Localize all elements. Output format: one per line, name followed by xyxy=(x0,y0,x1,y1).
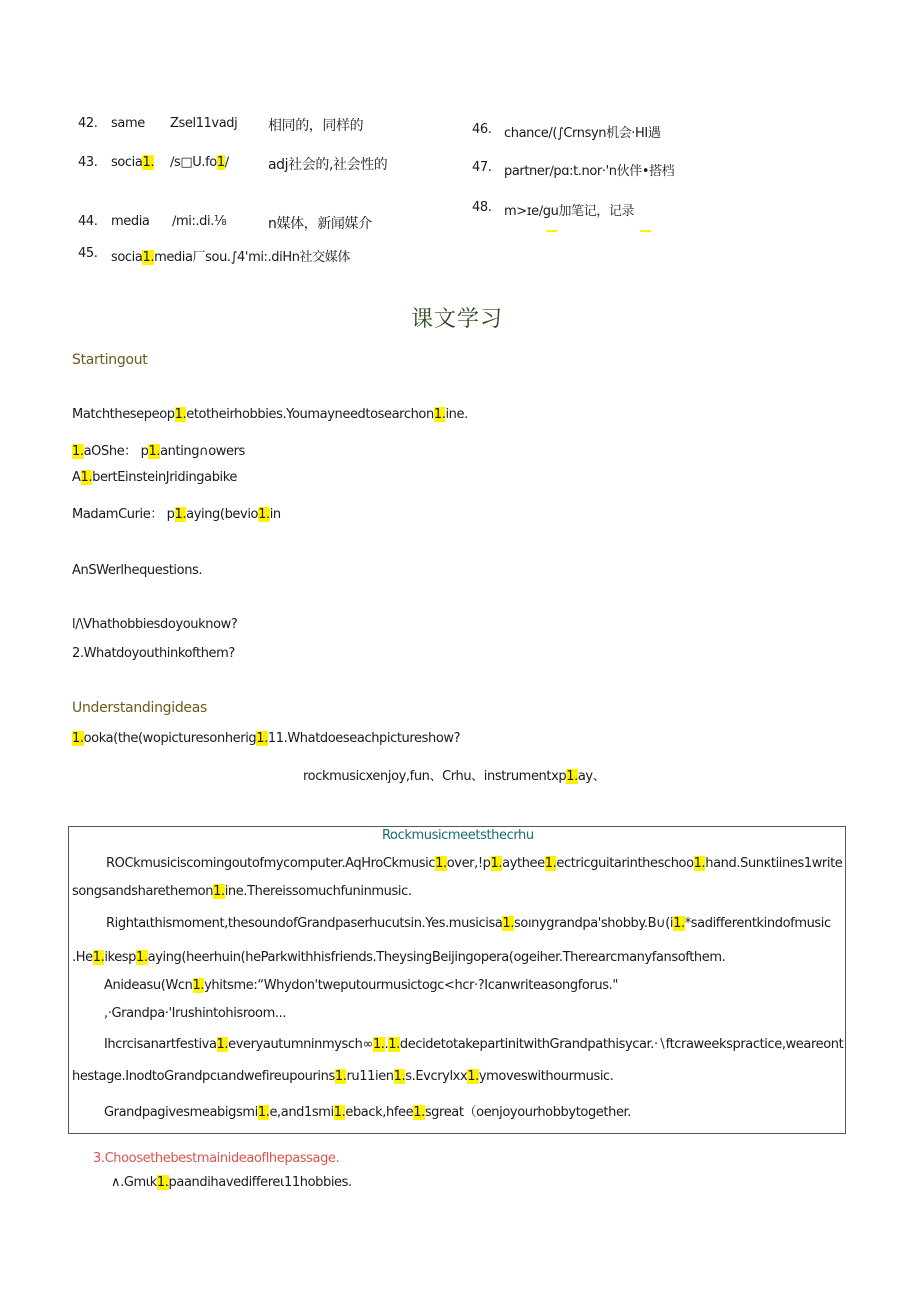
text-segment: sgreat（oenjoyourhobbytogether. xyxy=(424,1105,632,1120)
text-segment: decidetotakepartinitwithGrandpathisycar.·∖ftcraweekspractice,weareont xyxy=(399,1037,844,1052)
text-segment: adj社会的,社会性的 xyxy=(268,157,388,173)
passage-line xyxy=(104,1037,843,1052)
vocab-meaning xyxy=(268,213,372,233)
highlighted-text: 1. xyxy=(72,731,84,746)
highlighted-text: 1. xyxy=(192,978,205,993)
text-segment: s.Evcrylxx xyxy=(405,1069,468,1084)
vocab-number: 45. xyxy=(78,246,98,261)
text-segment: anting∩owers xyxy=(160,444,245,459)
text-segment: everyautumninmysch∞ xyxy=(228,1037,373,1052)
highlighted-text: 1. xyxy=(256,731,268,746)
highlighted-text: 1. xyxy=(174,507,187,522)
vocab-entry: partner∕pɑ:t.nor·'n伙伴•搭档 xyxy=(504,164,675,179)
vocab-44 xyxy=(78,214,97,229)
vocab-entry: chance/(∫Crnsyn机会·HI遇 xyxy=(504,126,661,141)
passage-title: Rockmusicmeetsthecrhu xyxy=(382,828,534,843)
text-segment: ine. xyxy=(445,407,468,422)
text-segment: eback,hfee xyxy=(345,1105,414,1120)
text-segment: MadamCurie： p xyxy=(72,507,175,522)
highlighted-text: 1. xyxy=(388,1037,400,1052)
text-segment: ∧.Gmιk xyxy=(111,1175,157,1190)
highlighted-text: 1. xyxy=(544,856,557,871)
highlighted-text: 1. xyxy=(156,1175,169,1190)
question-item: l∕\Vhathobbiesdoyouknow? xyxy=(72,617,238,632)
highlighted-text: 1. xyxy=(258,507,270,522)
text-segment: ∕mi:.di.⅛ xyxy=(172,214,227,229)
text-segment: .He xyxy=(72,950,93,965)
highlighted-text: 1. xyxy=(467,1069,479,1084)
vocab-number: 47. xyxy=(472,160,492,175)
highlight-mark xyxy=(640,230,651,232)
text-segment: . xyxy=(384,1037,389,1052)
text-segment: ooka(the(wopicturesonherig xyxy=(83,731,257,746)
instruction-look xyxy=(72,731,460,746)
text-segment: Matchthesepeop xyxy=(72,407,175,422)
vocab-word xyxy=(111,246,350,265)
text-segment: ,·Grandpa·'Irushintohisroom... xyxy=(104,1006,287,1021)
text-segment: bertEinsteinJridingabike xyxy=(92,470,238,485)
text-segment: hestage.InodtoGrandpcιandwefireupourins xyxy=(72,1069,335,1084)
highlighted-text: 1. xyxy=(413,1105,425,1120)
highlighted-text: 1. xyxy=(136,950,148,965)
text-segment: over,!p xyxy=(446,856,491,871)
vocab-entry: m>ɪe∕gu加笔记，记录 xyxy=(504,204,635,219)
vocab-number: 43. xyxy=(78,155,98,170)
highlighted-text: 1. xyxy=(213,884,225,899)
instruction-answer: AnSWerlhequestions. xyxy=(72,563,203,578)
text-segment: socia xyxy=(111,155,143,170)
passage-line xyxy=(104,978,618,993)
text-segment: aythee xyxy=(502,856,545,871)
vocab-42 xyxy=(78,116,97,131)
text-segment: ∕ xyxy=(224,155,229,170)
text-segment: Anideasu(Wcn xyxy=(104,978,193,993)
option-a xyxy=(111,1175,352,1190)
text-segment: media xyxy=(111,214,150,229)
keywords-line xyxy=(303,765,605,784)
vocab-47 xyxy=(472,160,491,175)
vocab-45 xyxy=(78,246,97,261)
text-segment: *sadifferentkindofmusic xyxy=(684,916,831,931)
vocab-phonetic xyxy=(170,155,229,170)
page-title: 课文学习 xyxy=(411,307,504,332)
passage-line xyxy=(106,916,831,931)
vocab-word xyxy=(111,155,154,170)
text-segment: e,and1smi xyxy=(269,1105,334,1120)
highlight-mark xyxy=(546,230,557,232)
vocab-number: 44. xyxy=(78,214,98,229)
highlighted-text: 1. xyxy=(566,769,578,784)
section-heading-starting-out: Startingout xyxy=(72,352,148,368)
text-segment: ROCkmusiciscomingoutofmycomputer.AqHroCkmusic xyxy=(106,856,436,871)
text-segment: media厂sou.∫4'mi:.diHn社交媒体 xyxy=(154,250,350,265)
text-segment: ∕s□U.fo xyxy=(170,155,217,170)
vocab-number: 42. xyxy=(78,116,98,131)
text-segment: Rightaιthismoment,thesoundofGrandpaserhucutsin.Yes.musicisa xyxy=(106,916,503,931)
text-segment: aying(heerhuin(heParkwithhisfriends.TheysingBeijingopera(ogeiher.Therearcmanyfansofthem. xyxy=(147,950,726,965)
vocab-48 xyxy=(472,200,491,215)
question-3: 3.Choosethebestmainideaoflhepassage. xyxy=(93,1151,340,1166)
text-segment: ru11ien xyxy=(346,1069,394,1084)
text-segment: hand.Sunκtiines1write xyxy=(705,856,843,871)
text-segment: A xyxy=(72,470,81,485)
highlighted-text: 1. xyxy=(393,1069,406,1084)
passage-line xyxy=(72,884,412,899)
text-segment: Zsel11vadj xyxy=(170,116,238,131)
text-segment: ay、 xyxy=(577,769,606,784)
text-segment: ikesp xyxy=(104,950,137,965)
text-segment: songsandsharethemon xyxy=(72,884,214,899)
highlighted-text: 1. xyxy=(216,1037,229,1052)
text-segment: in xyxy=(269,507,281,522)
highlighted-text: 1. xyxy=(693,856,706,871)
vocab-meaning xyxy=(268,115,363,135)
text-segment: ymoveswithourmusic. xyxy=(478,1069,614,1084)
text-segment: Ihcrcisanartfestiva xyxy=(104,1037,217,1052)
vocab-43 xyxy=(78,155,97,170)
text-segment: etotheirhobbies.Youmayneedtosearchon xyxy=(186,407,434,422)
highlighted-text: 1. xyxy=(435,856,447,871)
passage-line xyxy=(104,1101,631,1120)
question-item: 2.Whatdoyouthinkofthem? xyxy=(72,646,235,661)
highlighted-text: 1. xyxy=(333,1105,346,1120)
highlighted-text: 1. xyxy=(80,470,93,485)
match-item xyxy=(72,440,245,459)
text-segment: n媒体，新闻媒介 xyxy=(268,216,372,232)
vocab-word xyxy=(111,116,145,131)
text-segment: ectricguitarintheschoo xyxy=(556,856,694,871)
text-segment: yhitsme:“Whydon'tweputourmusictogc<hcr·?Icanwriteasongforus." xyxy=(204,978,618,993)
highlighted-text: 1. xyxy=(334,1069,347,1084)
match-item xyxy=(72,470,237,485)
highlighted-text: 1. xyxy=(174,407,187,422)
highlighted-text: 1. xyxy=(673,916,685,931)
vocab-46 xyxy=(472,122,491,137)
vocab-number: 48. xyxy=(472,200,492,215)
vocab-word xyxy=(111,214,150,229)
text-segment: soınygrandpa'shobby.B∪(i xyxy=(514,916,674,931)
vocab-number: 46. xyxy=(472,122,492,137)
highlighted-text: 1. xyxy=(72,444,84,459)
vocab-phonetic xyxy=(170,116,237,131)
section-heading-understanding-ideas: Understandingideas xyxy=(72,700,208,716)
passage-line xyxy=(104,1006,286,1021)
instruction-match xyxy=(72,407,468,422)
text-segment: Grandpagivesmeabigsmi xyxy=(104,1105,258,1120)
text-segment: ine.Thereissomuchfuninmusic. xyxy=(224,884,412,899)
highlighted-text: 1. xyxy=(433,407,446,422)
text-segment: 11.Whatdoeseachpictureshow? xyxy=(267,731,461,746)
passage-line xyxy=(72,1069,614,1084)
highlighted-text: 1. xyxy=(257,1105,270,1120)
text-segment: paandihavediffereι11hobbies. xyxy=(168,1175,352,1190)
highlighted-text: 1. xyxy=(92,950,105,965)
vocab-phonetic xyxy=(172,214,226,229)
text-segment: aOShe： p xyxy=(83,444,149,459)
highlighted-text: 1. xyxy=(490,856,503,871)
passage-line xyxy=(106,856,842,871)
highlighted-text: 1. xyxy=(148,444,161,459)
highlighted-text: 1 xyxy=(216,155,225,170)
text-segment: aying(bevio xyxy=(186,507,259,522)
vocab-meaning xyxy=(268,154,387,174)
highlighted-text: 1. xyxy=(142,250,155,265)
highlighted-text: 1. xyxy=(502,916,515,931)
text-segment: rockmusicxenjoy,fun、Crhu、instrumentxp xyxy=(303,769,567,784)
match-item xyxy=(72,503,281,522)
passage-line xyxy=(72,950,725,965)
highlighted-text: 1. xyxy=(142,155,155,170)
text-segment: same xyxy=(111,116,145,131)
text-segment: 相同的，同样的 xyxy=(268,118,364,134)
highlighted-text: 1. xyxy=(372,1037,385,1052)
text-segment: socia xyxy=(111,250,143,265)
